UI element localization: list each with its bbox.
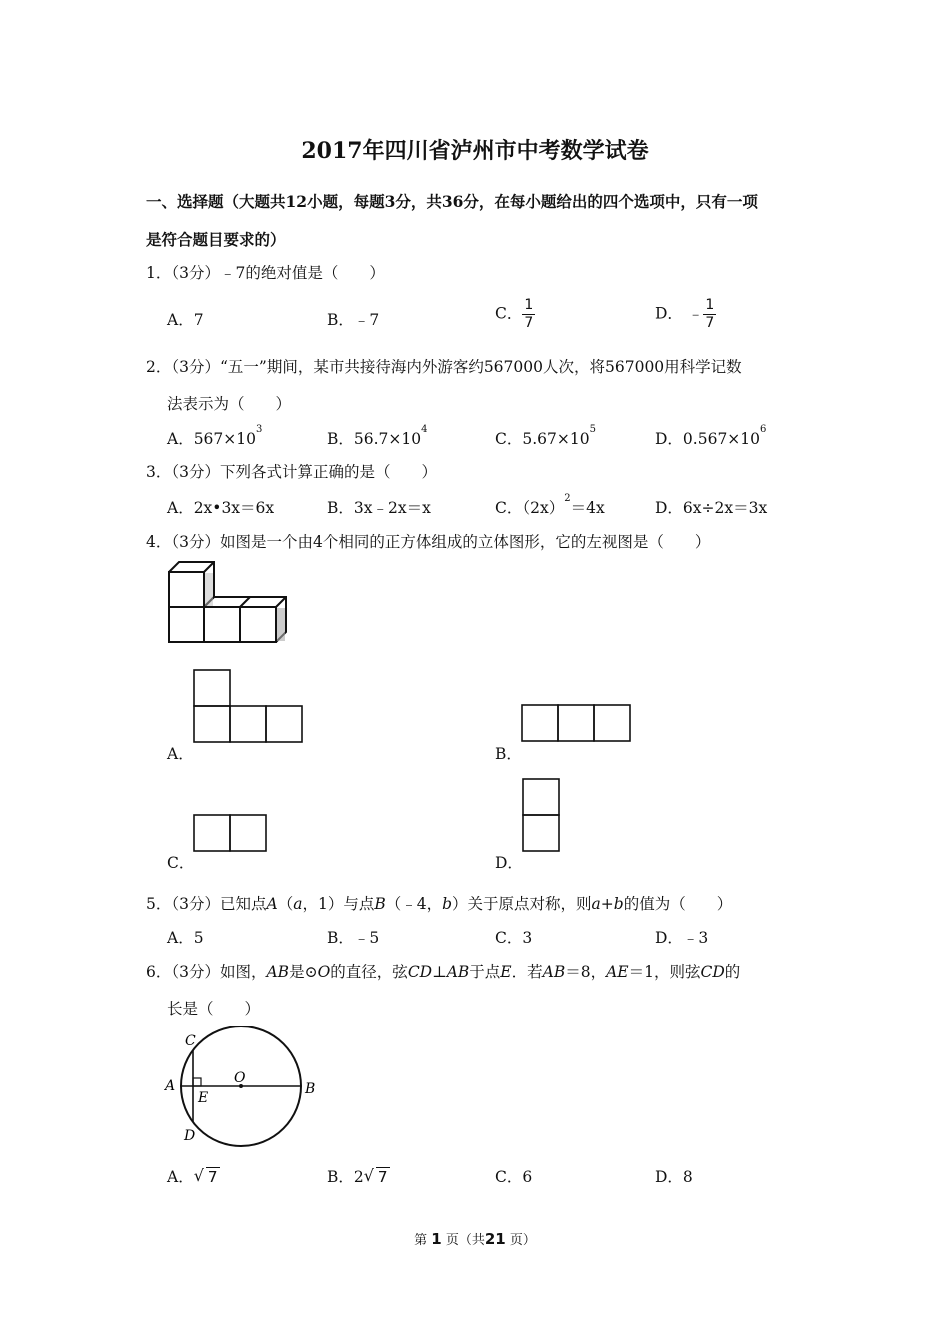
point-d-label: D [184, 1128, 196, 1144]
q3-option-a: A．2x•3x＝6x [167, 499, 275, 517]
q1-option-b: B．﹣7 [327, 311, 380, 329]
section-heading-line1: 一、选择题（大题共12小题，每题3分，共36分，在每小题给出的四个选项中，只有一项 [146, 192, 758, 211]
q6-stem-line1: 6．（3分）如图，AB是⊙O的直径，弦CD⊥AB于点E．若AB＝8，AE＝1，则弦CD的 [146, 963, 741, 981]
q5-option-c: C．3 [495, 929, 533, 947]
q4-option-a-figure [193, 669, 305, 745]
q3-stem: 3．（3分）下列各式计算正确的是（ ） [146, 463, 437, 481]
q4-option-c: C． [167, 854, 195, 872]
q5-option-a: A．5 [167, 929, 204, 947]
q2-option-d: D．$0.567\times 10^6$ [655, 424, 767, 448]
q6-circle-figure [160, 1026, 325, 1150]
q2-stem-line1: 2．（3分）“五一”期间，某市共接待海内外游客约567000人次，将567000用科学记数 [146, 358, 742, 376]
q3-option-d: D．6x÷2x＝3x [655, 499, 768, 517]
q1-option-a: A．7 [167, 311, 204, 329]
q2-option-c: C．$5.67\times 10^5$ [495, 424, 596, 448]
page-footer: 第 1 页（共21 页） [414, 1230, 536, 1248]
point-o-label: O [234, 1070, 246, 1086]
fraction: $\frac{1}{7}$ [705, 297, 715, 331]
sqrt-symbol: √ 7 [363, 1166, 388, 1186]
q2-option-b: B．$56.7\times 10^4$ [327, 424, 428, 448]
q4-option-b-figure [521, 704, 633, 744]
q5-option-d: D．﹣3 [655, 929, 709, 947]
q3-option-b: B．3x﹣2x＝x [327, 499, 431, 517]
fraction: $\frac{1}{7}$ [524, 297, 534, 331]
q4-option-b: B． [495, 745, 522, 763]
page-title: 2017年四川省泸州市中考数学试卷 [301, 138, 649, 164]
point-c-label: C [185, 1033, 196, 1049]
q2-stem-line2: 法表示为（ ） [167, 395, 292, 413]
point-a-label: A [165, 1078, 176, 1094]
q1-stem: 1．（3分）﹣7的绝对值是（ ） [146, 264, 385, 282]
q2-option-a: A．$567\times 10^3$ [167, 424, 263, 448]
q4-option-c-figure [193, 814, 269, 854]
section-heading-line2: 是符合题目要求的） [146, 230, 286, 249]
q1-option-c: C． $\frac{1}{7}$ [495, 297, 534, 331]
q6-option-d: D．8 [655, 1168, 693, 1186]
q6-stem-line2: 长是（ ） [167, 1000, 261, 1018]
q4-solid-figure [166, 560, 296, 646]
q4-stem: 4．（3分）如图是一个由4个相同的正方体组成的立体图形，它的左视图是（ ） [146, 533, 711, 551]
sqrt-symbol: √ 7 [193, 1166, 218, 1186]
q4-option-a: A． [167, 745, 194, 763]
q6-option-a: A． √ 7 [167, 1166, 218, 1186]
q4-option-d-figure [522, 778, 562, 854]
q1-option-d: D． ﹣ $\frac{1}{7}$ [655, 297, 715, 331]
q5-stem: 5．（3分）已知点A（a，1）与点B（﹣4，b）关于原点对称，则a+b的值为（ ） [146, 895, 733, 913]
q6-option-b: B．2 √ 7 [327, 1166, 388, 1186]
point-b-label: B [305, 1081, 316, 1097]
q4-option-d: D． [495, 854, 523, 872]
q5-option-b: B．﹣5 [327, 929, 380, 947]
q3-option-c: C．$(2x)^2=4x$ [495, 493, 605, 517]
q6-option-c: C．6 [495, 1168, 533, 1186]
point-e-label: E [198, 1090, 209, 1106]
